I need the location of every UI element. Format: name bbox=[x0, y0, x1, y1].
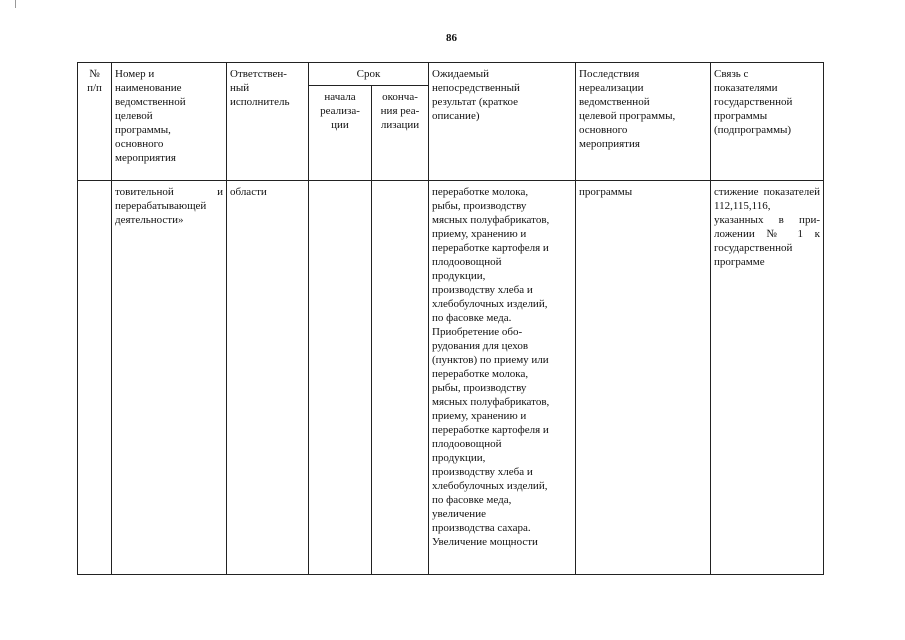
cell-term-end bbox=[372, 181, 429, 575]
header-term-end: оконча- ния реа- лизации bbox=[372, 86, 429, 181]
program-table bbox=[77, 62, 824, 575]
cell-number bbox=[78, 181, 112, 575]
cell-indicator-link: стижение показателей 112,115,116, указанных в при-ложении № 1 к государственной программе bbox=[711, 181, 824, 575]
cell-expected-result: переработке молока, рыбы, производству мясных полуфабрикатов, приему, хранению и переработке картофеля и плодоовощной продукции, производству хлеба и хлебобулочных изделий, по фасовке меда. Приобретение обо- рудования для цехов (пунктов) по приему или переработке молока, рыбы, производству мясных полуфабрикатов, приему, хранению и переработке картофеля и плодоовощной продукции, производству хлеба и хлебобулочных изделий, по фасовке меда, увеличение производства сахара. Увеличение мощности bbox=[429, 181, 576, 575]
cell-term-start bbox=[309, 181, 372, 575]
scan-artifact bbox=[15, 0, 16, 8]
header-indicator-link: Связь с показателями государственной программы (подпрограммы) bbox=[711, 63, 824, 181]
table-row bbox=[78, 181, 824, 575]
header-term-start: начала реализа- ции bbox=[309, 86, 372, 181]
header-term: Срок bbox=[309, 63, 429, 86]
header-consequences: Последствия нереализации ведомственной целевой программы, основного мероприятия bbox=[576, 63, 711, 181]
header-program-name: Номер и наименование ведомственной целевой программы, основного мероприятия bbox=[112, 63, 227, 181]
cell-program-name: товительной и перерабатывающей деятельности» bbox=[112, 181, 227, 575]
page-number: 86 bbox=[446, 32, 457, 44]
table-header-row bbox=[78, 63, 824, 86]
header-expected-result: Ожидаемый непосредственный результат (краткое описание) bbox=[429, 63, 576, 181]
header-number: № п/п bbox=[78, 63, 112, 181]
header-executor: Ответствен- ный исполнитель bbox=[227, 63, 309, 181]
cell-executor: области bbox=[227, 181, 309, 575]
cell-consequences: программы bbox=[576, 181, 711, 575]
